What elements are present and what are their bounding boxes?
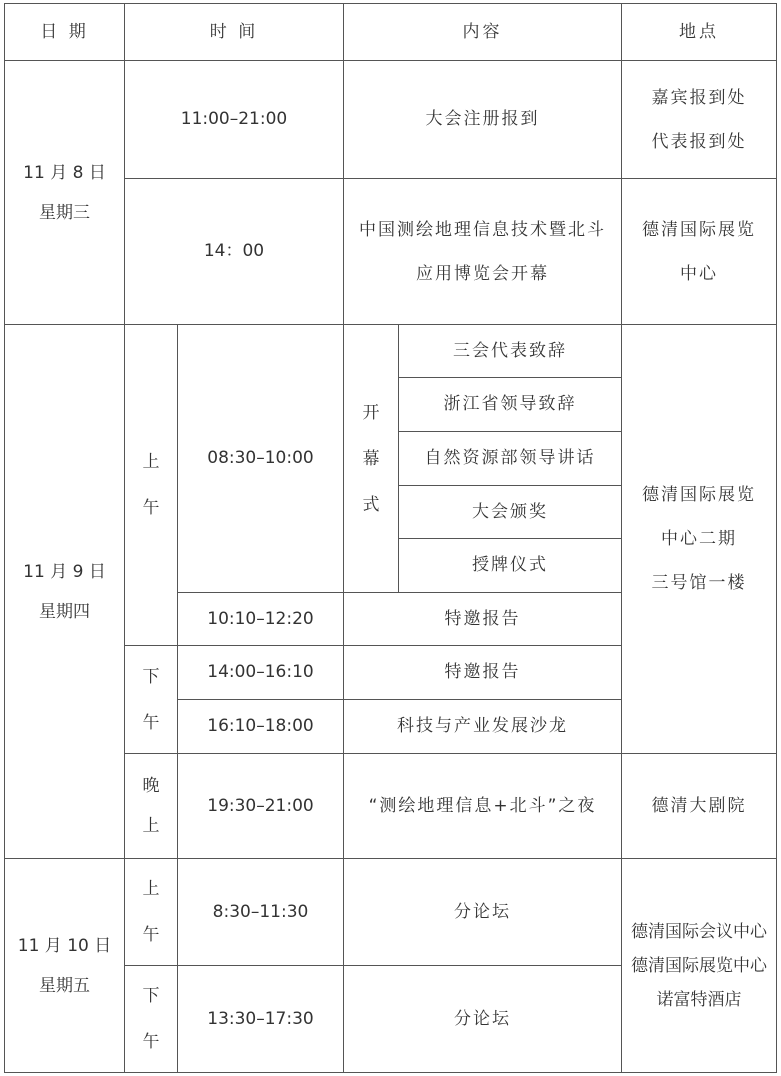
time-cell: 19:30–21:00 <box>178 754 344 859</box>
period-char: 午 <box>142 925 160 945</box>
period-char: 下 <box>142 986 160 1006</box>
content-cell: 特邀报告 <box>344 593 622 646</box>
content-cell: 分论坛 <box>344 966 622 1073</box>
header-place: 地点 <box>622 4 777 61</box>
time-cell: 11:00–21:00 <box>125 61 344 179</box>
place-line: 代表报到处 <box>651 131 747 152</box>
place-line: 德清国际会议中心 <box>631 921 767 942</box>
ceremony-item: 授牌仪式 <box>399 539 622 593</box>
ceremony-item: 浙江省领导致辞 <box>399 378 622 432</box>
place-line: 德清国际展览 <box>642 219 756 240</box>
place-cell <box>622 179 777 325</box>
place-line: 中心二期 <box>661 529 737 549</box>
time-cell: 13:30–17:30 <box>178 966 344 1073</box>
place-line: 嘉宾报到处 <box>651 87 747 108</box>
date-line: 11 月 9 日 <box>23 561 106 582</box>
period-char: 上 <box>142 816 160 836</box>
date-cell-day3 <box>5 859 125 1073</box>
schedule-table <box>4 3 777 1073</box>
content-cell: “测绘地理信息+北斗”之夜 <box>344 754 622 859</box>
place-line: 德清国际展览 <box>642 485 756 505</box>
header-date: 日 期 <box>5 4 125 61</box>
date-line: 11 月 10 日 <box>17 935 112 956</box>
place-cell: 德清大剧院 <box>622 754 777 859</box>
place-line: 德清国际展览中心 <box>631 955 767 976</box>
weekday-line: 星期三 <box>39 202 90 223</box>
content-line: 应用博览会开幕 <box>416 263 549 284</box>
period-cell-morning <box>125 859 178 966</box>
period-char: 上 <box>142 452 160 472</box>
date-cell-day1 <box>5 61 125 325</box>
period-char: 上 <box>142 879 160 899</box>
period-char: 午 <box>142 1032 160 1052</box>
place-cell <box>622 859 777 1073</box>
header-row <box>5 4 777 61</box>
date-line: 11 月 8 日 <box>23 162 106 183</box>
content-cell: 大会注册报到 <box>344 61 622 179</box>
time-cell: 14:00–16:10 <box>178 646 344 700</box>
ceremony-char: 开 <box>362 402 380 423</box>
period-cell-afternoon <box>125 646 178 754</box>
table-row <box>5 61 777 179</box>
time-cell: 8:30–11:30 <box>178 859 344 966</box>
header-time: 时 间 <box>125 4 344 61</box>
ceremony-label-cell <box>344 325 399 593</box>
ceremony-item: 自然资源部领导讲话 <box>399 432 622 486</box>
period-char: 午 <box>142 712 160 733</box>
period-cell-morning <box>125 325 178 646</box>
time-cell: 10:10–12:20 <box>178 593 344 646</box>
content-cell: 特邀报告 <box>344 646 622 700</box>
place-cell <box>622 61 777 179</box>
time-cell: 08:30–10:00 <box>178 325 344 593</box>
header-content: 内容 <box>344 4 622 61</box>
schedule-wrapper <box>4 3 777 1073</box>
place-line: 诺富特酒店 <box>656 989 742 1010</box>
time-cell: 14：00 <box>125 179 344 325</box>
place-line: 三号馆一楼 <box>651 573 747 593</box>
date-cell-day2 <box>5 325 125 859</box>
table-row <box>5 859 777 966</box>
period-cell-evening <box>125 754 178 859</box>
place-cell <box>622 325 777 754</box>
content-line: 中国测绘地理信息技术暨北斗 <box>359 219 606 240</box>
content-cell <box>344 179 622 325</box>
table-row <box>5 325 777 378</box>
time-cell: 16:10–18:00 <box>178 700 344 754</box>
period-cell-afternoon <box>125 966 178 1073</box>
ceremony-item: 三会代表致辞 <box>399 325 622 378</box>
ceremony-char: 式 <box>362 494 380 515</box>
content-cell: 科技与产业发展沙龙 <box>344 700 622 754</box>
content-cell: 分论坛 <box>344 859 622 966</box>
ceremony-item: 大会颁奖 <box>399 486 622 539</box>
period-char: 晚 <box>142 776 160 796</box>
period-char: 午 <box>142 498 160 518</box>
ceremony-char: 幕 <box>362 448 380 469</box>
period-char: 下 <box>142 666 160 687</box>
weekday-line: 星期五 <box>39 975 90 996</box>
place-line: 中心 <box>680 263 718 284</box>
weekday-line: 星期四 <box>39 601 90 622</box>
